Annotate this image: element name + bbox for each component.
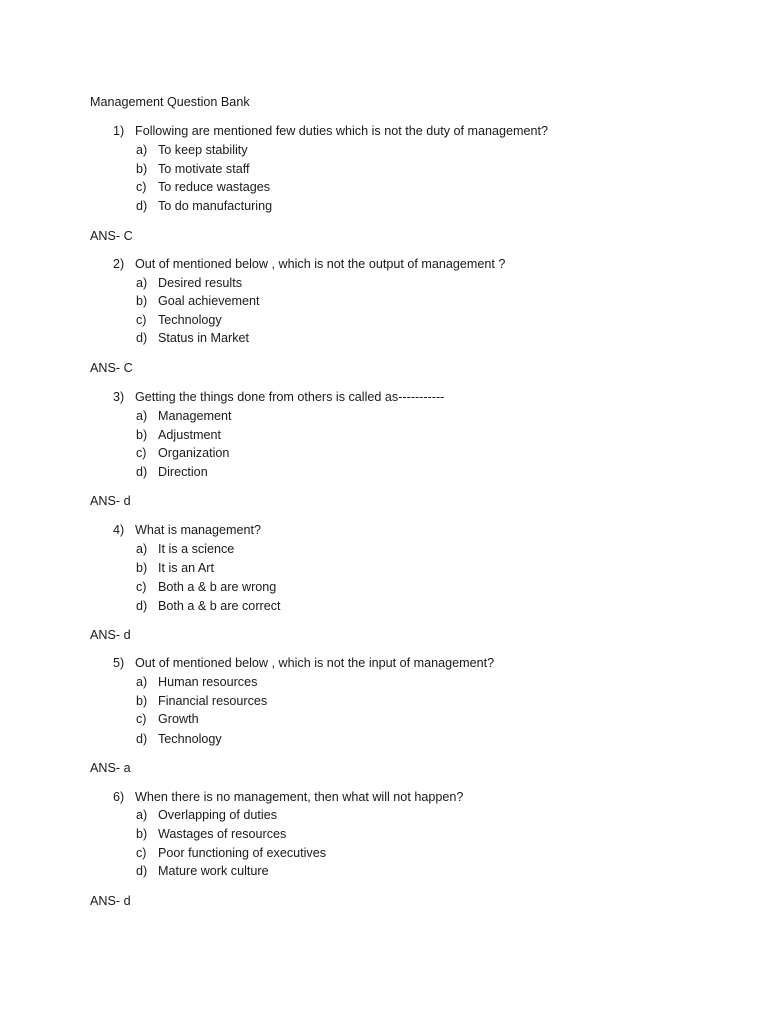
option-text: Technology: [158, 313, 222, 327]
option-letter: c): [136, 580, 147, 594]
option-text: It is a science: [158, 542, 235, 556]
option-letter: b): [136, 694, 148, 708]
option-item: [136, 407, 232, 426]
question-line: [113, 255, 505, 274]
question-line: [113, 788, 463, 807]
option-letter: c): [136, 846, 147, 860]
option-letter: c): [136, 180, 147, 194]
option-letter: d): [136, 465, 148, 479]
option-text: Goal achievement: [158, 294, 260, 308]
question-line: [113, 388, 444, 407]
answer-line: ANS- d: [90, 494, 131, 508]
option-text: To reduce wastages: [158, 180, 271, 194]
option-item: [136, 578, 276, 597]
question-text: When there is no management, then what will not happen?: [135, 790, 464, 804]
answer-line: ANS- C: [90, 361, 133, 375]
option-letter: d): [136, 199, 148, 213]
option-item: [136, 540, 234, 559]
question-number: 1): [113, 124, 125, 138]
option-text: To keep stability: [158, 143, 248, 157]
option-letter: c): [136, 712, 147, 726]
option-item: [136, 825, 286, 844]
question-line: [113, 654, 494, 673]
option-text: Desired results: [158, 276, 242, 290]
question-text: Getting the things done from others is called as-----------: [135, 390, 445, 404]
option-item: [136, 730, 222, 749]
question-line: [113, 521, 261, 540]
option-letter: d): [136, 732, 148, 746]
option-text: Direction: [158, 465, 208, 479]
option-item: [136, 463, 208, 482]
question-number: 4): [113, 523, 125, 537]
option-letter: b): [136, 561, 148, 575]
option-item: [136, 710, 199, 729]
option-text: To do manufacturing: [158, 199, 273, 213]
option-item: [136, 292, 260, 311]
option-text: Wastages of resources: [158, 827, 287, 841]
option-text: Both a & b are correct: [158, 599, 281, 613]
option-item: [136, 178, 270, 197]
question-text: What is management?: [135, 523, 261, 537]
question-number: 3): [113, 390, 125, 404]
option-text: Mature work culture: [158, 864, 269, 878]
option-item: [136, 673, 257, 692]
option-letter: a): [136, 675, 148, 689]
option-item: [136, 844, 326, 863]
option-text: Management: [158, 409, 232, 423]
option-text: Overlapping of duties: [158, 808, 278, 822]
question-text: Out of mentioned below , which is not the output of management ?: [135, 257, 506, 271]
option-item: [136, 274, 242, 293]
option-letter: a): [136, 542, 148, 556]
option-text: Technology: [158, 732, 222, 746]
option-letter: b): [136, 827, 148, 841]
answer-line: ANS- d: [90, 628, 131, 642]
option-item: [136, 160, 249, 179]
question-text: Following are mentioned few duties which is not the duty of management?: [135, 124, 549, 138]
option-item: [136, 426, 221, 445]
option-text: Financial resources: [158, 694, 268, 708]
answer-line: ANS- C: [90, 229, 133, 243]
option-item: [136, 311, 222, 330]
option-letter: a): [136, 276, 148, 290]
option-text: To motivate staff: [158, 162, 250, 176]
option-item: [136, 329, 249, 348]
option-item: [136, 559, 214, 578]
option-letter: c): [136, 446, 147, 460]
option-letter: d): [136, 864, 148, 878]
option-item: [136, 806, 277, 825]
option-text: Adjustment: [158, 428, 221, 442]
option-letter: b): [136, 428, 148, 442]
answer-line: ANS- a: [90, 761, 131, 775]
question-number: 5): [113, 656, 125, 670]
answer-line: ANS- d: [90, 894, 131, 908]
option-item: [136, 444, 229, 463]
option-letter: d): [136, 331, 148, 345]
option-item: [136, 597, 281, 616]
option-letter: a): [136, 808, 148, 822]
option-item: [136, 141, 248, 160]
option-text: Poor functioning of executives: [158, 846, 327, 860]
question-number: 2): [113, 257, 125, 271]
question-text: Out of mentioned below , which is not the input of management?: [135, 656, 495, 670]
option-letter: a): [136, 409, 148, 423]
question-number: 6): [113, 790, 125, 804]
option-text: Both a & b are wrong: [158, 580, 277, 594]
option-letter: c): [136, 313, 147, 327]
option-item: [136, 197, 272, 216]
option-letter: b): [136, 294, 148, 308]
option-letter: d): [136, 599, 148, 613]
document-title: Management Question Bank: [90, 95, 250, 109]
option-letter: b): [136, 162, 148, 176]
option-text: Growth: [158, 712, 199, 726]
option-item: [136, 862, 269, 881]
option-text: It is an Art: [158, 561, 214, 575]
option-text: Status in Market: [158, 331, 249, 345]
option-text: Human resources: [158, 675, 258, 689]
question-line: [113, 122, 548, 141]
option-text: Organization: [158, 446, 230, 460]
option-item: [136, 692, 267, 711]
option-letter: a): [136, 143, 148, 157]
